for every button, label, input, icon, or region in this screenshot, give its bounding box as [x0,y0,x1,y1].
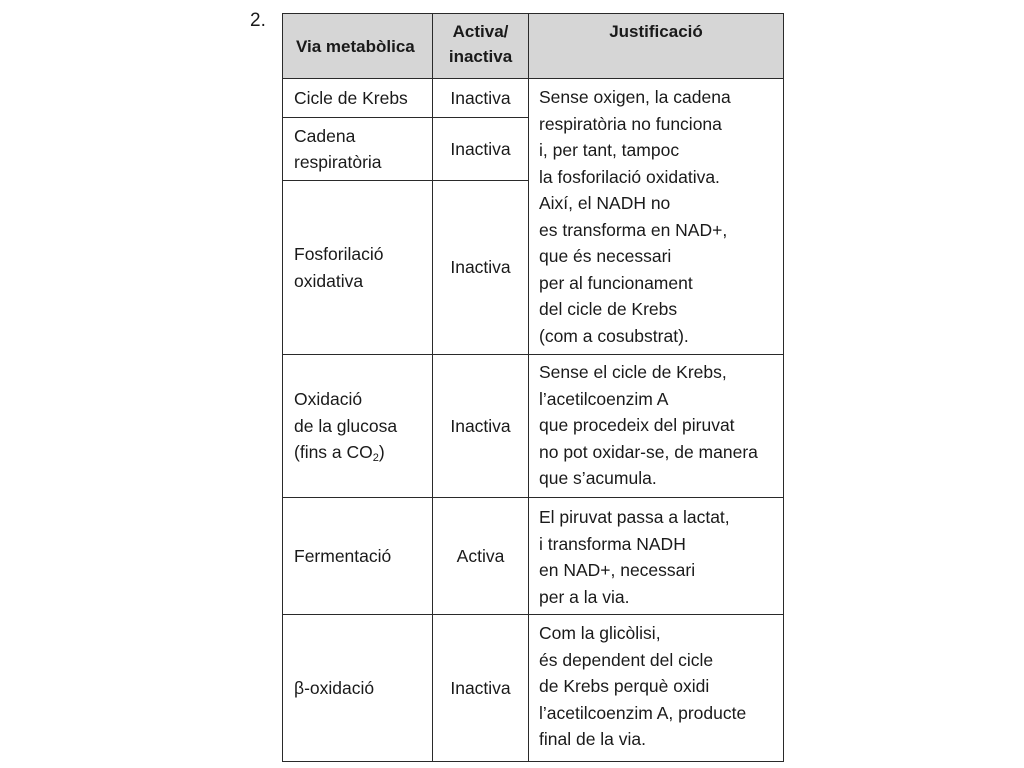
estat-cell: Inactiva [433,118,529,181]
estat-cell: Inactiva [433,355,529,498]
header-activa-line1: Activa/ [452,22,509,41]
metabolic-pathways-table [282,13,784,762]
justificacio-line: Sense el cicle de Krebs, [539,362,727,382]
item-number: 2. [250,10,266,31]
estat-cell: Inactiva [433,615,529,762]
justificacio-line: per al funcionament [539,272,693,293]
table-header-row [283,14,784,79]
via-label: respiratòria [294,152,382,172]
justificacio-line: Així, el NADH no [539,193,671,213]
via-label: Cicle de Krebs [294,87,408,108]
justificacio-line: que és necessari [539,246,672,266]
justificacio-cell [529,355,784,498]
table-row [283,79,784,118]
subscript-2: 2 [372,452,379,465]
justificacio-line: El piruvat passa a lactat, [539,507,730,527]
justificacio-line: respiratòria no funciona [539,113,722,134]
justificacio-line: en NAD+, necessari [539,560,696,580]
via-label-part: ) [378,442,385,463]
header-justificacio: Justificació [529,14,784,79]
justificacio-line: del cicle de Krebs [539,299,678,319]
justificacio-line: es transforma en NAD+, [539,219,728,240]
via-cell [283,355,433,498]
via-cell [283,118,433,181]
via-label-co2 [294,439,432,466]
via-cell [283,498,433,615]
via-label: oxidativa [294,270,364,291]
via-label: Fermentació [294,545,392,566]
table-row [283,615,784,762]
header-activa-inactiva [433,14,529,79]
via-cell [283,615,433,762]
via-label: Cadena [294,125,356,146]
justificacio-cell [529,498,784,615]
table-row [283,498,784,615]
justificacio-line: la fosforilació oxidativa. [539,166,720,187]
justificacio-line: Com la glicòlisi, [539,623,661,643]
via-label: Oxidació [294,389,363,410]
header-via-metabolica: Via metabòlica [283,14,433,79]
justificacio-line: i, per tant, tampoc [539,140,680,160]
header-activa-line2: inactiva [448,47,513,66]
justificacio-line: Sense oxigen, la cadena [539,87,731,107]
justificacio-cell [529,615,784,762]
justificacio-line: l’acetilcoenzim A, producte [539,702,747,723]
justificacio-line: no pot oxidar-se, de manera [539,441,758,462]
estat-cell: Inactiva [433,79,529,118]
via-cell [283,181,433,355]
justificacio-line: l’acetilcoenzim A [539,388,669,409]
justificacio-merged-cell [529,79,784,355]
table-row [283,355,784,498]
estat-cell: Activa [433,498,529,615]
justificacio-line: que s’acumula. [539,468,657,488]
via-label: β-oxidació [294,677,375,698]
estat-cell: Inactiva [433,181,529,355]
justificacio-line: final de la via. [539,729,647,749]
via-label-part: (fins a CO [294,442,373,463]
via-label: Fosforilació [294,244,384,264]
via-label: de la glucosa [294,415,398,436]
justificacio-line: que procedeix del piruvat [539,415,735,435]
via-cell [283,79,433,118]
justificacio-line: és dependent del cicle [539,649,714,670]
justificacio-line: per a la via. [539,586,630,607]
justificacio-line: (com a cosubstrat). [539,325,689,346]
justificacio-line: de Krebs perquè oxidi [539,676,710,696]
justificacio-line: i transforma NADH [539,533,686,554]
